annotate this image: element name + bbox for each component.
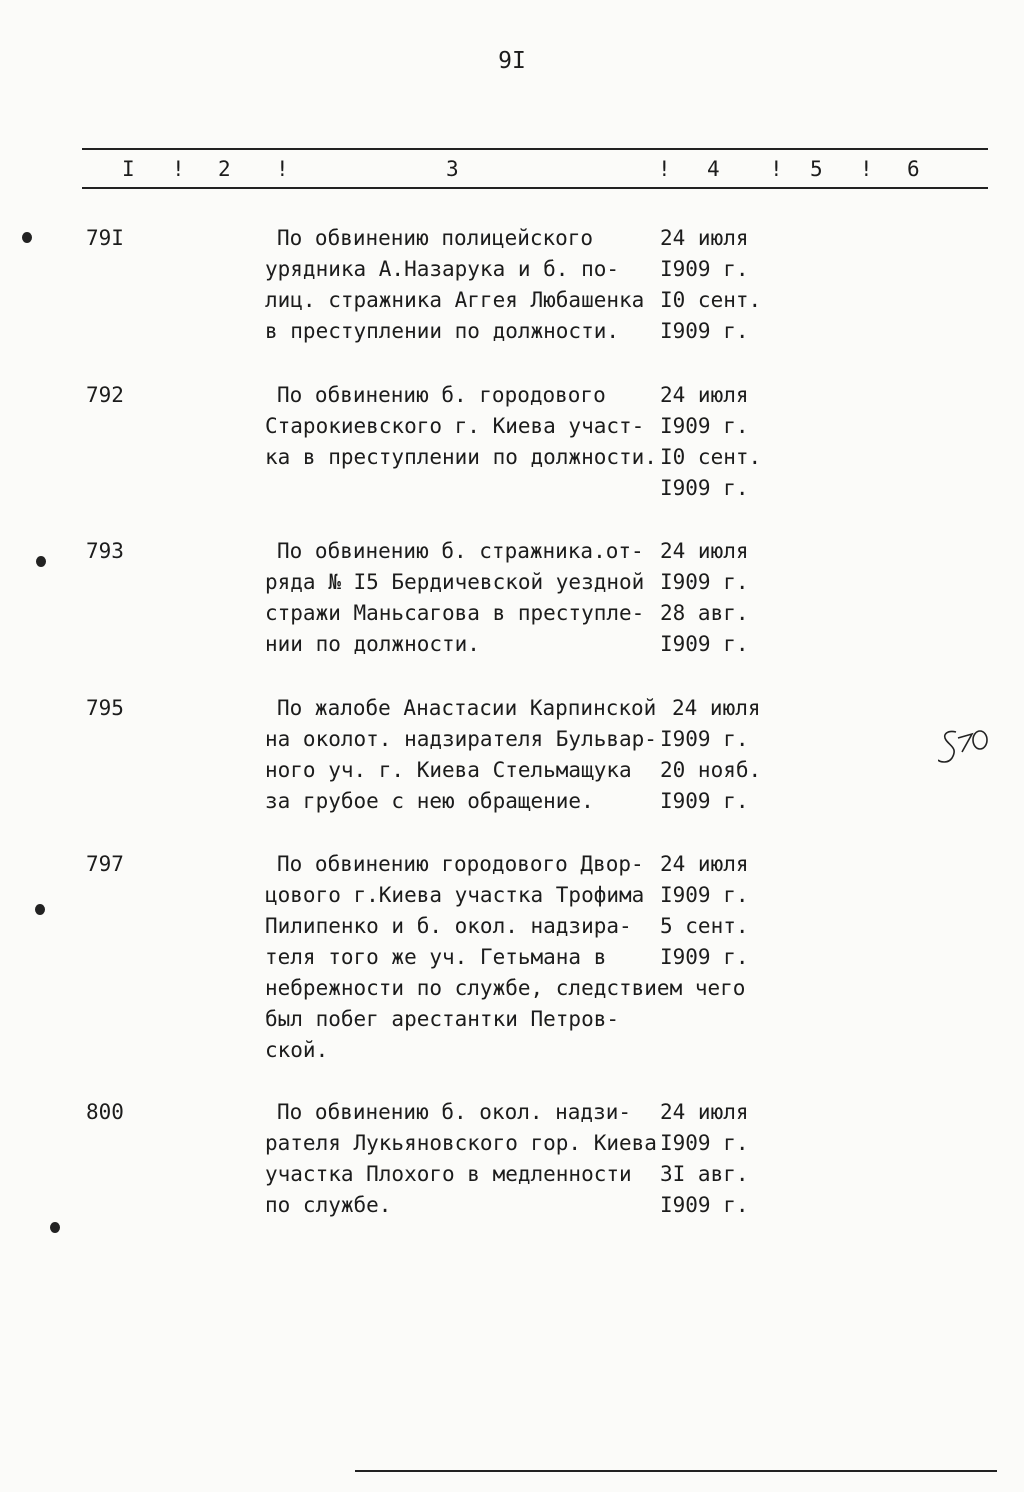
entry-date-line: I909 г.	[660, 570, 749, 594]
entry-description-line: урядника А.Назарука и б. по-	[265, 257, 620, 281]
footer-rule	[355, 1470, 997, 1472]
entry-date-line: I909 г.	[660, 476, 749, 500]
column-separator: !	[860, 157, 873, 181]
entry-number: 793	[86, 539, 124, 563]
entry-date-line: I909 г.	[660, 727, 749, 751]
entry-description-line: в преступлении по должности.	[265, 319, 620, 343]
entry-date-line: 20 нояб.	[660, 758, 762, 782]
entry-date-line: 24 июля	[660, 226, 749, 250]
entry-description-line: небрежности по службе, следствием чего	[265, 976, 746, 1000]
entry-description-line: По обвинению б. стражника.от-	[277, 539, 644, 563]
entry-description-line: стражи Маньсагова в преступле-	[265, 601, 645, 625]
entry-description-line: был побег арестантки Петров-	[265, 1007, 620, 1031]
entry-date-line: I909 г.	[660, 945, 749, 969]
entry-description-line: рателя Лукьяновского гор. Киева	[265, 1131, 657, 1155]
column-header-6: 6	[907, 157, 920, 181]
entry-description-line: на околот. надзирателя Бульвар-	[265, 727, 657, 751]
handwritten-margin-number	[938, 722, 990, 770]
column-separator: !	[172, 157, 185, 181]
entry-date-line: 24 июля	[660, 383, 749, 407]
column-separator: !	[770, 157, 783, 181]
entry-date-line: 3I авг.	[660, 1162, 749, 1186]
column-header-2: 2	[218, 157, 231, 181]
binding-hole-mark	[35, 904, 45, 915]
entry-description-line: По обвинению б. окол. надзи-	[277, 1100, 632, 1124]
entry-description-line: участка Плохого в медленности	[265, 1162, 632, 1186]
entry-number: 800	[86, 1100, 124, 1124]
binding-hole-mark	[50, 1222, 60, 1233]
entry-date-line: I909 г.	[660, 632, 749, 656]
entry-description-line: Пилипенко и б. окол. надзира-	[265, 914, 632, 938]
entry-date-line: 24 июля	[672, 696, 761, 720]
header-rule-top	[82, 148, 988, 150]
entry-description-line: по службе.	[265, 1193, 392, 1217]
entry-date-line: I909 г.	[660, 789, 749, 813]
column-header-1: I	[122, 157, 135, 181]
entry-date-line: 28 авг.	[660, 601, 749, 625]
entry-number: 797	[86, 852, 124, 876]
entry-description-line: теля того же уч. Гетьмана в	[265, 945, 607, 969]
entry-description-line: ного уч. г. Киева Стельмащука	[265, 758, 632, 782]
entry-description-line: По жалобе Анастасии Карпинской	[277, 696, 657, 720]
entry-date-line: I909 г.	[660, 319, 749, 343]
entry-date-line: I909 г.	[660, 1193, 749, 1217]
entry-description-line: ряда № I5 Бердичевской уездной	[265, 570, 645, 594]
entry-description-line: цового г.Киева участка Трофима	[265, 883, 645, 907]
entry-date-line: 24 июля	[660, 1100, 749, 1124]
entry-description-line: за грубое с нею обращение.	[265, 789, 594, 813]
binding-hole-mark	[36, 556, 46, 567]
entry-description-line: лиц. стражника Аггея Любашенка	[265, 288, 645, 312]
entry-date-line: 24 июля	[660, 539, 749, 563]
column-header-3: 3	[446, 157, 459, 181]
page-number: 9I	[498, 48, 526, 74]
entry-date-line: I909 г.	[660, 414, 749, 438]
entry-date-line: I0 сент.	[660, 288, 762, 312]
entry-number: 79I	[86, 226, 124, 250]
header-rule-bottom	[82, 187, 988, 189]
entry-date-line: 24 июля	[660, 852, 749, 876]
column-header-5: 5	[810, 157, 823, 181]
entry-description-line: ской.	[265, 1038, 329, 1062]
entry-date-line: I0 сент.	[660, 445, 762, 469]
entry-description-line: По обвинению полицейского	[277, 226, 594, 250]
binding-hole-mark	[22, 232, 32, 243]
entry-date-line: I909 г.	[660, 1131, 749, 1155]
entry-description-line: По обвинению б. городового	[277, 383, 606, 407]
column-separator: !	[276, 157, 289, 181]
entry-description-line: нии по должности.	[265, 632, 480, 656]
entry-date-line: I909 г.	[660, 883, 749, 907]
entry-description-line: Старокиевского г. Киева участ-	[265, 414, 645, 438]
entry-description-line: По обвинению городового Двор-	[277, 852, 644, 876]
entry-description-line: ка в преступлении по должности.	[265, 445, 657, 469]
entry-number: 795	[86, 696, 124, 720]
entry-date-line: I909 г.	[660, 257, 749, 281]
column-separator: !	[658, 157, 671, 181]
column-header-4: 4	[707, 157, 720, 181]
entry-number: 792	[86, 383, 124, 407]
entry-date-line: 5 сент.	[660, 914, 749, 938]
